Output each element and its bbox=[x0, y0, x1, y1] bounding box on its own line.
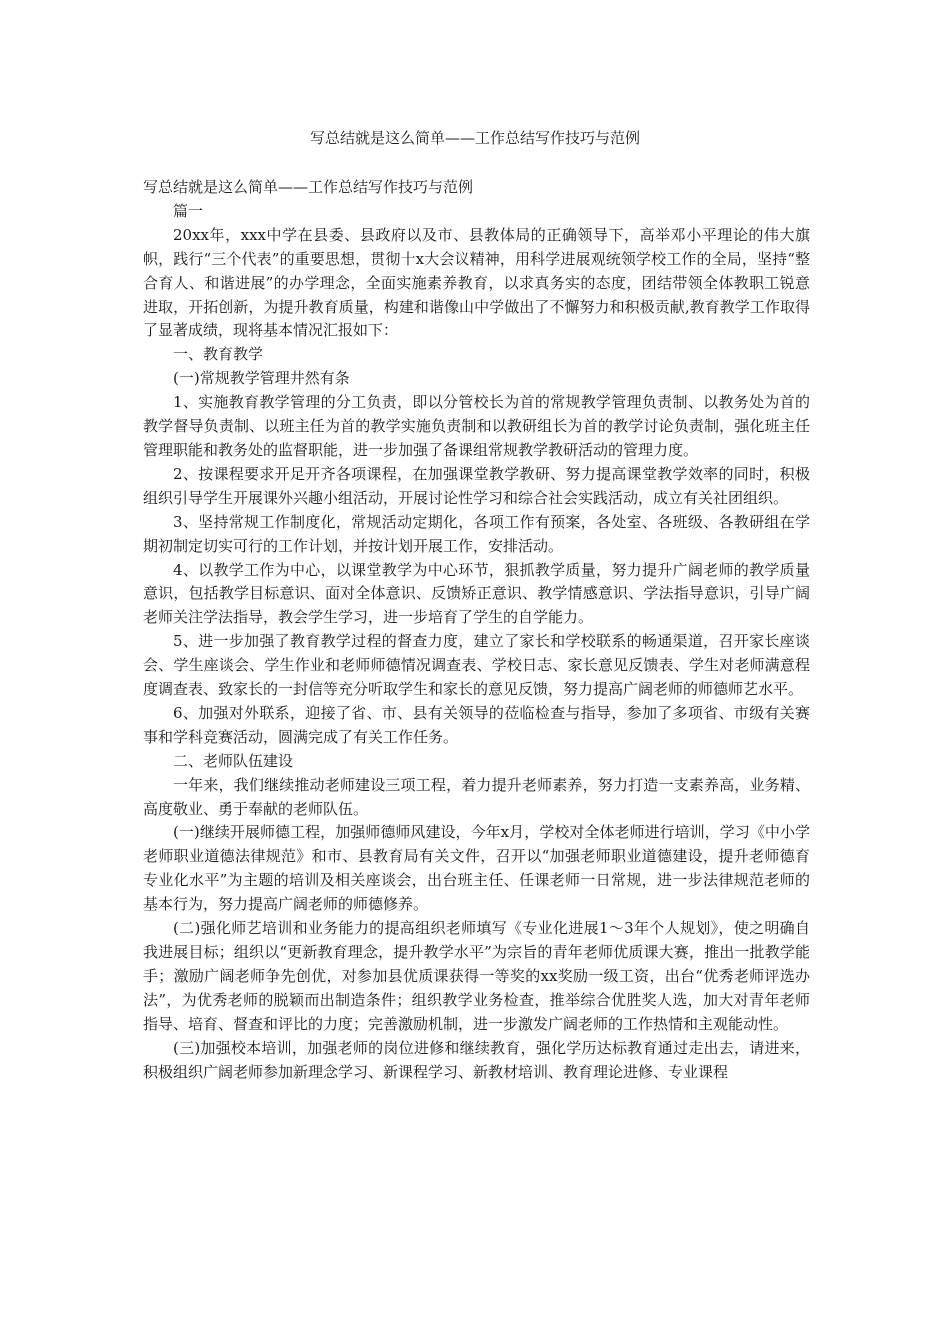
section2-paragraph-training: (三)加强校本培训，加强老师的岗位进修和继续教育，强化学历达标教育通过走出去，请进来，积极组织广阔老师参加新理念学习、新课程学习、新教材培训、教育理论进修、专业课程 bbox=[143, 1038, 810, 1081]
section-heading-teaching: 一、教育教学 bbox=[173, 345, 264, 364]
body-subtitle: 写总结就是这么简单——工作总结写作技巧与范例 bbox=[143, 178, 474, 196]
paragraph-item-6: 6、加强对外联系，迎接了省、市、县有关领导的莅临检查与指导，参加了多项省、市级有关赛事和学科竞赛活动，圆满完成了有关工作任务。 bbox=[143, 703, 810, 746]
part-label: 篇一 bbox=[173, 201, 204, 220]
paragraph-item-4: 4、以教学工作为中心，以课堂教学为中心环节，狠抓教学质量，努力提升广阔老师的教学质量意识，包括教学目标意识、面对全体意识、反馈矫正意识、教学情感意识、学法指导意识，引导广阔老师关注学法指导，教会学生学习，进一步培育了学生的自学能力。 bbox=[143, 560, 810, 627]
subsection-heading-routine: (一)常规教学管理井然有条 bbox=[173, 369, 350, 388]
intro-paragraph: 20xx年，xxx中学在县委、县政府以及市、县教体局的正确领导下，高举邓小平理论的伟大旗帜，践行“三个代表”的重要思想，贯彻十x大会议精神，用科学进展观统领学校工作的全局，坚持“整合育人、和谐进展”的办学理念，全面实施素养教育，以求真务实的态度，团结带领全体教职工锐意进取，开拓创新，为提升教育质量，构建和谐像山中学做出了不懈努力和积极贡献,教育教学工作取得了显著成绩，现将基本情况汇报如下： bbox=[143, 225, 810, 340]
section2-intro-paragraph: 一年来，我们继续推动老师建设三项工程，着力提升老师素养，努力打造一支素养高，业务精、高度敬业、勇于奉献的老师队伍。 bbox=[143, 775, 810, 818]
paragraph-item-1: 1、实施教育教学管理的分工负责，即以分管校长为首的常规教学管理负责制、以教务处为首的教学督导负责制、以班主任为首的教学实施负责制和以教研组长为首的教学讨论负责制，强化班主任管理职能和教务处的监督职能，进一步加强了备课组常规教学教研活动的管理力度。 bbox=[143, 393, 810, 459]
section2-paragraph-ethics: (一)继续开展师德工程，加强师德师风建设，今年x月，学校对全体老师进行培训，学习《中小学老师职业道德法律规范》和市、县教育局有关文件，召开以“加强老师职业道德建设，提升老师德育专业化水平”为主题的培训及相关座谈会，出台班主任、任课老师一日常规，进一步法律规范老师的基本行为，努力提高广阔老师的师德修养。 bbox=[143, 823, 810, 914]
section2-paragraph-skills: (二)强化师艺培训和业务能力的提高组织老师填写《专业化进展1～3年个人规划》，使之明确自我进展目标；组织以“更新教育理念，提升教学水平”为宗旨的青年老师优质课大赛，推出一批教学能手；激励广阔老师争先创优，对参加县优质课获得一等奖的xx奖励一级工资，出台“优秀老师评选办法”，为优秀老师的脱颖而出制造条件；组织教学业务检查，推举综合优胜奖人选，加大对青年老师指导、培育、督查和评比的力度；完善激励机制，进一步激发广阔老师的工作热情和主观能动性。 bbox=[143, 919, 810, 1033]
paragraph-item-5: 5、进一步加强了教育教学过程的督查力度，建立了家长和学校联系的畅通渠道，召开家长座谈会、学生座谈会、学生作业和老师师德情况调查表、学校日志、家长意见反馈表、学生对老师满意程度调查表、致家长的一封信等充分听取学生和家长的意见反馈，努力提高广阔老师的师德师艺水平。 bbox=[143, 632, 810, 699]
section-heading-teachers: 二、老师队伍建设 bbox=[173, 751, 294, 770]
document-title: 写总结就是这么简单——工作总结写作技巧与范例 bbox=[309, 129, 640, 147]
document-body bbox=[143, 176, 810, 1084]
paragraph-item-3: 3、坚持常规工作制度化，常规活动定期化，各项工作有预案，各处室、各班级、各教研组在学期初制定切实可行的工作计划，并按计划开展工作，安排活动。 bbox=[143, 512, 810, 555]
paragraph-item-2: 2、按课程要求开足开齐各项课程，在加强课堂教学教研、努力提高课堂教学效率的同时，积极组织引导学生开展课外兴趣小组活动，开展讨论性学习和综合社会实践活动，成立有关社团组织。 bbox=[143, 464, 810, 507]
